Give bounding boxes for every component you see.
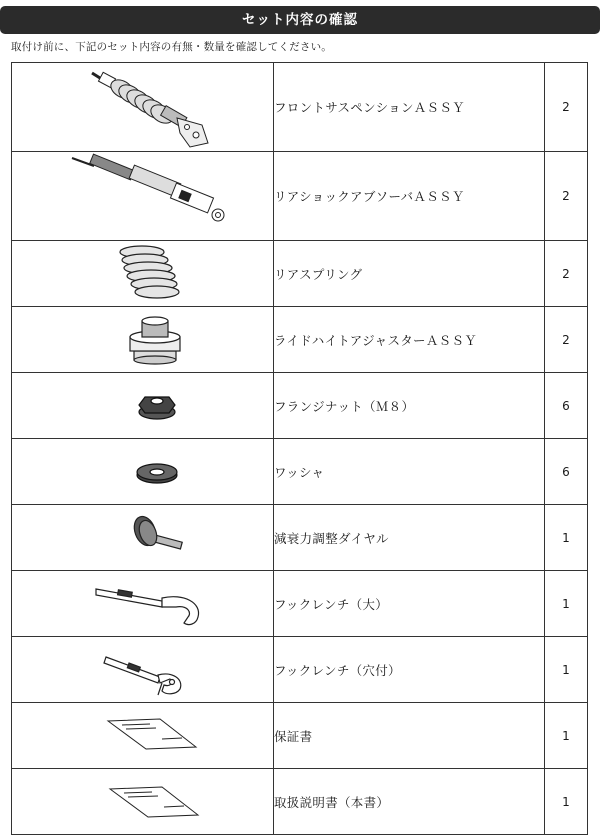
table-row xyxy=(12,571,588,637)
part-quantity: 6 xyxy=(545,439,588,505)
table-row xyxy=(12,373,588,439)
part-name: 保証書 xyxy=(274,703,545,769)
part-image-cell xyxy=(12,637,274,703)
part-quantity: 1 xyxy=(545,637,588,703)
part-name: リアスプリング xyxy=(274,241,545,307)
table-row xyxy=(12,769,588,835)
washer-icon xyxy=(12,439,273,504)
part-name: フックレンチ（大） xyxy=(274,571,545,637)
part-quantity: 2 xyxy=(545,152,588,241)
part-image-cell xyxy=(12,373,274,439)
part-image-cell xyxy=(12,571,274,637)
part-quantity: 6 xyxy=(545,373,588,439)
part-image-cell xyxy=(12,439,274,505)
part-quantity: 1 xyxy=(545,769,588,835)
page-title: セット内容の確認 xyxy=(0,6,600,34)
parts-table xyxy=(11,62,588,835)
flange-nut-icon xyxy=(12,373,273,438)
ride-height-adjuster-icon xyxy=(12,307,273,372)
part-name: ワッシャ xyxy=(274,439,545,505)
table-row xyxy=(12,152,588,241)
table-row xyxy=(12,439,588,505)
part-name: フックレンチ（穴付） xyxy=(274,637,545,703)
front-suspension-assy-icon xyxy=(12,63,273,151)
part-quantity: 1 xyxy=(545,571,588,637)
part-quantity: 2 xyxy=(545,63,588,152)
table-row xyxy=(12,505,588,571)
rear-spring-icon xyxy=(12,241,273,306)
part-name: フランジナット（Ｍ８） xyxy=(274,373,545,439)
intro-text: 取付け前に、下記のセット内容の有無・数量を確認してください。 xyxy=(11,41,332,53)
part-name: リアショックアブソーバＡＳＳＹ xyxy=(274,152,545,241)
part-name: 取扱説明書（本書） xyxy=(274,769,545,835)
part-name: フロントサスペンションＡＳＳＹ xyxy=(274,63,545,152)
part-name: 減衰力調整ダイヤル xyxy=(274,505,545,571)
part-image-cell xyxy=(12,769,274,835)
warranty-card-icon xyxy=(12,703,273,768)
part-quantity: 2 xyxy=(545,307,588,373)
instruction-manual-icon xyxy=(12,769,273,834)
part-image-cell xyxy=(12,241,274,307)
part-quantity: 1 xyxy=(545,703,588,769)
part-name: ライドハイトアジャスターＡＳＳＹ xyxy=(274,307,545,373)
table-row xyxy=(12,241,588,307)
damping-dial-icon xyxy=(12,505,273,570)
rear-shock-absorber-icon xyxy=(12,152,273,240)
table-row xyxy=(12,63,588,152)
table-row xyxy=(12,637,588,703)
table-row xyxy=(12,703,588,769)
part-image-cell xyxy=(12,307,274,373)
hook-wrench-large-icon xyxy=(12,571,273,636)
part-quantity: 1 xyxy=(545,505,588,571)
part-image-cell xyxy=(12,63,274,152)
part-image-cell xyxy=(12,505,274,571)
part-image-cell xyxy=(12,703,274,769)
part-quantity: 2 xyxy=(545,241,588,307)
hook-wrench-hole-icon xyxy=(12,637,273,702)
table-row xyxy=(12,307,588,373)
part-image-cell xyxy=(12,152,274,241)
